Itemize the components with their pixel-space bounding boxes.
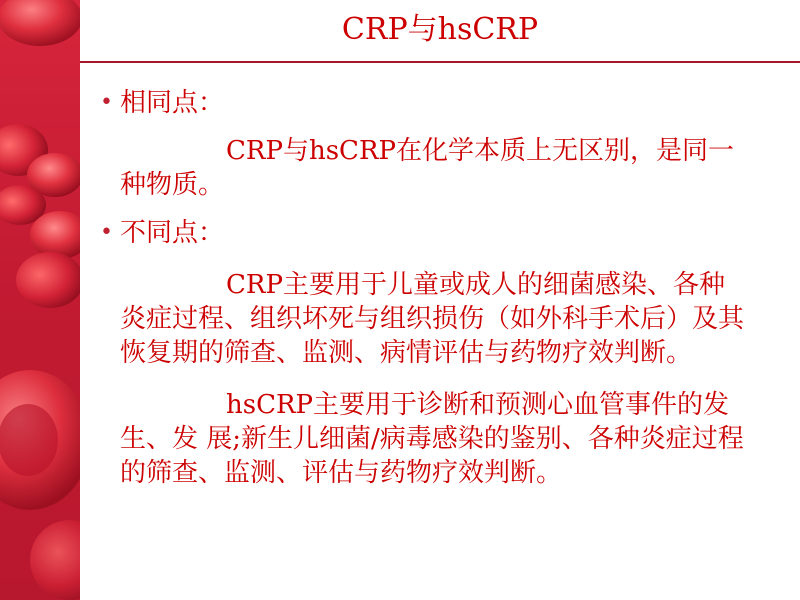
bullet-differences [100,216,750,250]
crp-usage-paragraph: CRP主要用于儿童或成人的细菌感染、各种炎症过程、组织坏死与组织损伤（如外科手术后）及其恢复期的筛查、监测、病情评估与药物疗效判断。 [120,270,745,368]
hscrp-usage-paragraph: hsCRP主要用于诊断和预测心血管事件的发生、发 展;新生儿细菌/病毒感染的鉴别、各种炎症过程的筛查、监测、评估与药物疗效判断。 [120,390,744,488]
slide-content [100,86,750,490]
similarities-heading: 相同点： [120,88,225,118]
bullet-dot-icon: • [100,220,113,245]
decorative-sidebar [0,0,80,600]
similarities-paragraph: CRP与hsCRP在化学本质上无区别，是同一 种物质。 [120,136,735,200]
differences-heading: 不同点： [120,218,225,248]
blood-cells-illustration [0,0,80,600]
slide-title: CRP与hsCRP [341,12,539,47]
title-bar [80,0,800,62]
bullet-dot-icon: • [100,90,113,115]
title-divider [80,61,800,63]
bullet-similarities [100,86,750,120]
